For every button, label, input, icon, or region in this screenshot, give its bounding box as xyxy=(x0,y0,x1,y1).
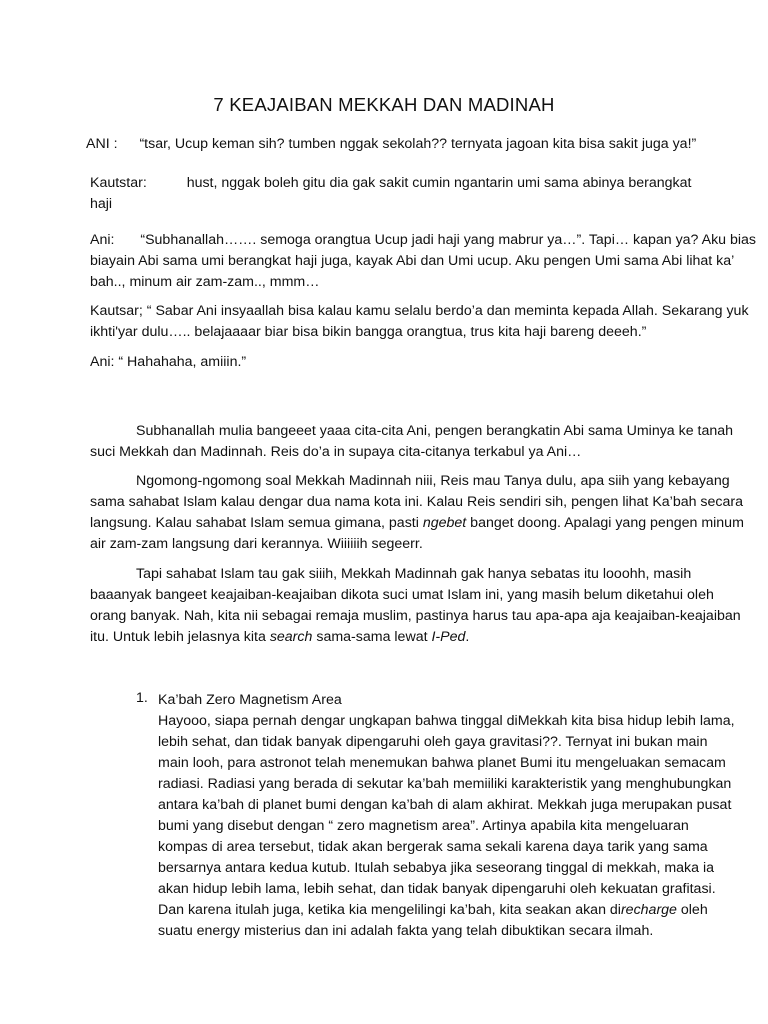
dialogue-ani-2-line-3: bah.., minum air zam-zam.., mmm… xyxy=(90,274,320,290)
list-item-line-4: radiasi. Radiasi yang berada di sekutar ka’bah memiiliki karakteristik yang menghubungkan xyxy=(158,776,732,792)
document-title: 7 KEAJAIBAN MEKKAH DAN MADINAH xyxy=(213,94,555,115)
italic-term: search xyxy=(269,629,313,645)
speaker-ani: ANI : xyxy=(86,136,118,152)
paragraph-2-line-1: Ngomong-ngomong soal Mekkah Madinnah niii, Reis mau Tanya dulu, apa siih yang kebayang xyxy=(136,473,730,489)
dialogue-ani-2-line-1 xyxy=(90,230,756,251)
paragraph-1-line-1: Subhanallah mulia bangeeet yaaa cita-cita Ani, pengen berangkatin Abi sama Uminya ke tanah xyxy=(136,423,734,439)
dialogue-ani-1 xyxy=(86,134,696,155)
list-item-line-1: Hayooo, siapa pernah dengar ungkapan bahwa tinggal diMekkah kita bisa hidup lebih lama, xyxy=(158,713,735,729)
list-item-line-11: suatu energy misterius dan ini adalah fakta yang telah dibuktikan secara ilmah. xyxy=(158,923,654,939)
speaker-ani: Ani: xyxy=(90,232,115,248)
dialogue-text: hust, nggak boleh gitu dia gak sakit cumin ngantarin umi sama abinya berangkat xyxy=(186,175,692,191)
paragraph-3-line-1: Tapi sahabat Islam tau gak siiih, Mekkah Madinnah gak hanya sebatas itu looohh, masih xyxy=(136,566,692,582)
list-item-heading: Ka’bah Zero Magnetism Area xyxy=(158,692,342,708)
text-segment: oleh xyxy=(676,902,708,918)
paragraph-3-line-2: baaanyak bangeet keajaiban-keajaiban dikota suci umat Islam ini, yang masih belum diketahui oleh xyxy=(90,587,714,603)
list-item-line-3: main looh, para astronot telah menemukan bahwa planet Bumi itu mengeluakan semacam xyxy=(158,755,726,771)
dialogue-kautsar-1-line-1 xyxy=(90,173,691,194)
list-item-number: 1. xyxy=(136,690,148,706)
list-item-line-7: kompas di area tersebut, tidak akan bergerak sama sekali karena daya tarik yang sama xyxy=(158,839,708,855)
text-segment: . xyxy=(465,629,470,645)
dialogue-kautsar-2-line-1: Kautsar; “ Sabar Ani insyaallah bisa kalau kamu selalu berdo’a dan meminta kepada Allah. Sekarang yuk xyxy=(90,303,749,319)
paragraph-3-line-3: orang banyak. Nah, kita nii sebagai remaja muslim, pastinya harus tau apa-apa aja keajaiban-keajaiban xyxy=(90,608,741,624)
dialogue-ani-3: Ani: “ Hahahaha, amiiin.” xyxy=(90,354,247,370)
text-segment: itu. Untuk lebih jelasnya kita xyxy=(90,629,270,645)
list-item-line-8: bersarnya antara kedua kutub. Itulah sebabya jika seseorang tinggal di mekkah, maka ia xyxy=(158,860,715,876)
list-item-line-5: antara ka’bah di planet bumi dengan ka’bah di alam akhirat. Mekkah juga merupakan pusat xyxy=(158,797,732,813)
italic-term: ngebet xyxy=(422,515,467,531)
list-item-line-2: lebih sehat, dan tidak banyak dipengaruhi oleh gaya gravitasi??. Ternyat ini bukan main xyxy=(158,734,708,750)
italic-term: I-Ped xyxy=(431,629,466,645)
list-item-line-9: akan hidup lebih lama, lebih sehat, dan tidak banyak dipengaruhi oleh kekuatan grafitasi. xyxy=(158,881,716,897)
text-segment: Dan karena itulah juga, ketika kia mengelilingi ka’bah, kita seakan akan di xyxy=(158,902,621,918)
italic-term: recharge xyxy=(620,902,677,918)
list-item-line-10 xyxy=(158,900,708,921)
paragraph-3-line-4 xyxy=(90,627,469,648)
paragraph-1-line-2: suci Mekkah dan Madinnah. Reis do’a in supaya cita-citanya terkabul ya Ani… xyxy=(90,444,582,460)
text-segment: langsung. Kalau sahabat Islam semua gimana, pasti xyxy=(90,515,423,531)
list-item-line-6: bumi yang disebut dengan “ zero magnetism area”. Artinya apabila kita mengeluaran xyxy=(158,818,689,834)
dialogue-kautsar-2-line-2: ikhti'yar dulu….. belajaaaar biar bisa bikin bangga orangtua, trus kita haji bareng deeeh.” xyxy=(90,324,647,340)
dialogue-ani-2-line-2: biayain Abi sama umi berangkat haji juga, kayak Abi dan Umi ucup. Aku pengen Umi sama Abi lihat ka’ xyxy=(90,253,735,269)
dialogue-text: “tsar, Ucup keman sih? tumben nggak sekolah?? ternyata jagoan kita bisa sakit juga ya!” xyxy=(139,136,697,152)
speaker-kautsar: Kautstar: xyxy=(90,175,147,191)
dialogue-kautsar-1-line-2: haji xyxy=(90,196,113,212)
paragraph-2-line-4: air zam-zam langsung dari kerannya. Wiiiiiih segeerr. xyxy=(90,536,423,552)
text-segment: sama-sama lewat xyxy=(312,629,432,645)
paragraph-2-line-3 xyxy=(90,513,744,534)
dialogue-text: “Subhanallah……. semoga orangtua Ucup jadi haji yang mabrur ya…”. Tapi… kapan ya? Aku bias xyxy=(140,232,757,248)
text-segment: banget doong. Apalagi yang pengen minum xyxy=(466,515,744,531)
paragraph-2-line-2: sama sahabat Islam kalau dengar dua nama kota ini. Kalau Reis sendiri sih, pengen lihat Ka’bah secara xyxy=(90,494,744,510)
